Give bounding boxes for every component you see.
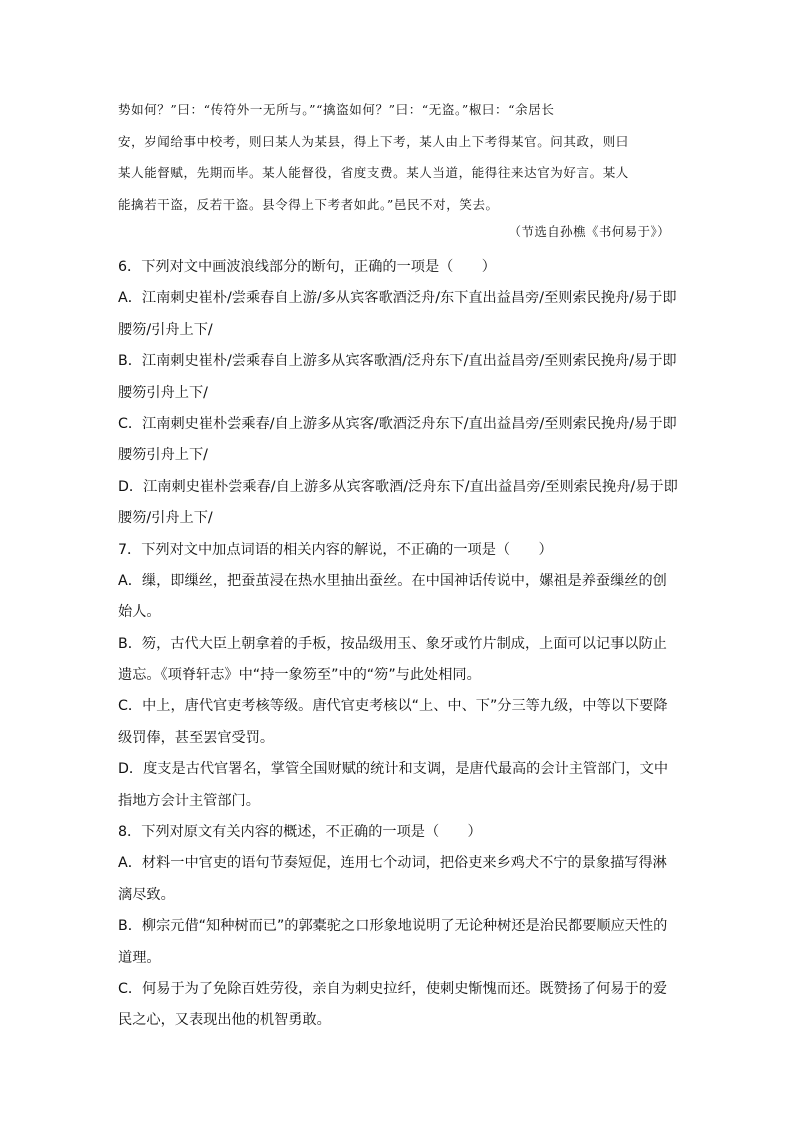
option-line: D．江南刺史崔朴尝乘春/自上游多从宾客歌酒/泛舟东下/直出益昌旁/至则索民挽舟/易于即 (118, 478, 678, 495)
question-6-option-c[interactable] (118, 409, 678, 472)
option-line: 腰笏引舟上下/ (118, 447, 208, 464)
question-6-option-b[interactable] (118, 346, 678, 409)
question-7-option-a[interactable] (118, 566, 678, 629)
option-line: C．江南刺史崔朴尝乘春/自上游多从宾客/歌酒泛舟东下/直出益昌旁/至则索民挽舟/易于即 (118, 415, 677, 432)
option-line: C．中上，唐代官吏考核等级。唐代官吏考核以“上、中、下”分三等九级，中等以下要降 (118, 698, 668, 715)
question-6-stem: 6．下列对文中画波浪线部分的断句，正确的一项是（ ） (118, 259, 496, 275)
question-8-option-a[interactable] (118, 848, 678, 911)
option-line: 指地方会计主管部门。 (118, 792, 260, 809)
question-8-option-c[interactable] (118, 974, 678, 1037)
passage-line: 能擒若干盗，反若干盗。县令得上下考者如此。”邑民不对，笑去。 (118, 196, 499, 212)
question-7-option-b[interactable] (118, 629, 678, 692)
option-line: B．柳宗元借“知种树而已”的郭橐驼之口形象地说明了无论种树还是治民都要顺应天性的 (118, 918, 668, 935)
question-6-option-d[interactable] (118, 472, 678, 535)
option-line: 级罚俸，甚至罢官受罚。 (118, 729, 275, 746)
option-line: A．缫，即缫丝，把蚕茧浸在热水里抽出蚕丝。在中国神话传说中，嫘祖是养蚕缫丝的创 (118, 572, 667, 589)
option-line: 腰笏引舟上下/ (118, 384, 208, 401)
option-line: 腰笏/引舟上下/ (118, 510, 213, 527)
question-6-option-a[interactable] (118, 283, 678, 346)
passage-source: （节选自孙樵《书何易于》） (508, 224, 670, 239)
question-8-stem: 8．下列对原文有关内容的概述，不正确的一项是（ ） (118, 824, 482, 841)
passage-line: 安，岁闻给事中校考，则曰某人为某县，得上下考，某人由上下考得某官。问其政，则曰 (118, 133, 629, 149)
option-line: 民之心，又表现出他的机智勇敢。 (118, 1012, 331, 1029)
question-list (118, 252, 678, 1037)
option-line: B．笏，古代大臣上朝拿着的手板，按品级用玉、象牙或竹片制成，上面可以记事以防止 (118, 635, 667, 652)
question-8-option-b[interactable] (118, 911, 678, 974)
classical-passage (118, 94, 670, 220)
question-7-option-c[interactable] (118, 691, 678, 754)
option-line: 腰笏/引舟上下/ (118, 321, 213, 338)
option-line: 漓尽致。 (118, 886, 175, 903)
option-line: A．材料一中官吏的语句节奏短促，连用七个动词，把俗吏来乡鸡犬不宁的景象描写得淋 (118, 855, 667, 872)
option-line: B．江南刺史崔朴/尝乘春自上游多从宾客歌酒/泛舟东下/直出益昌旁/至则索民挽舟/易于即 (118, 353, 677, 370)
question-7-option-d[interactable] (118, 754, 678, 817)
option-line: A．江南刺史崔朴/尝乘春自上游/多从宾客歌酒泛舟/东下直出益昌旁/至则索民挽舟/易于即 (118, 290, 677, 307)
option-line: 始人。 (118, 604, 161, 621)
option-line: 道理。 (118, 949, 161, 966)
option-line: 遗忘。《项脊轩志》中“持一象笏至”中的“笏”与此处相同。 (118, 667, 481, 684)
option-line: C．何易于为了免除百姓劳役，亲自为刺史拉纤，使刺史惭愧而还。既赞扬了何易于的爱 (118, 980, 668, 997)
passage-line: 某人能督赋，先期而毕。某人能督役，省度支费。某人当道，能得往来达官为好言。某人 (118, 165, 629, 180)
question-7-stem: 7．下列对文中加点词语的相关内容的解说，不正确的一项是（ ） (118, 541, 553, 558)
option-line: D．度支是古代官署名，掌管全国财赋的统计和支调，是唐代最高的会计主管部门，文中 (118, 761, 669, 778)
passage-line: 势如何？”曰：“传符外一无所与。”“擒盗如何？”曰：“无盗。”椒曰：“余居长 (118, 102, 555, 117)
